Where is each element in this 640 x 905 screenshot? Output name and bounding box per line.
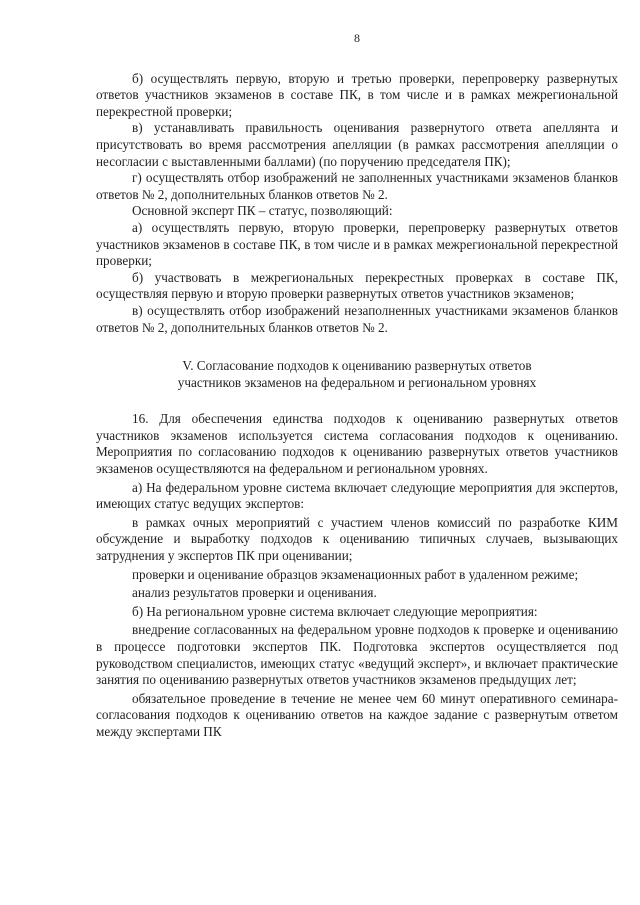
section-heading-line: участников экзаменов на федеральном и региональном уровнях <box>177 374 537 390</box>
paragraph: внедрение согласованных на федеральном уровне подходов к проверке и оцениванию в процессе подготовки экспертов ПК. Подготовка экспертов осуществляется под руководством специалистов, имеющих статус «ведущий эксперт», и включает практические занятия по оцениванию развернутых ответов участников экзаменов предыдущих лет; <box>96 622 618 688</box>
section-heading <box>96 358 618 391</box>
paragraph: проверки и оценивание образцов экзаменационных работ в удаленном режиме; <box>132 566 579 582</box>
paragraph: б) участвовать в межрегиональных перекрестных проверках в составе ПК, осуществляя первую и вторую проверки развернутых ответов участников экзаменов; <box>96 269 618 302</box>
paragraph: 16. Для обеспечения единства подходов к оцениванию развернутых ответов участников экзаменов используется система согласования подходов к оцениванию. Мероприятия по согласованию подходов к оцениванию развернутых ответов участников экзаменов осуществляются на федеральном и региональном уровнях. <box>96 411 618 477</box>
paragraph: а) осуществлять первую, вторую проверки, перепроверку развернутых ответов участников экзаменов в составе ПК, в том числе и в рамках межрегиональной перекрестной проверки; <box>96 219 618 269</box>
paragraph: а) На федеральном уровне система включает следующие мероприятия для экспертов, имеющих статус ведущих экспертов: <box>96 479 618 512</box>
paragraph: обязательное проведение в течение не менее чем 60 минут оперативного семинара-согласования подходов к оцениванию ответов на каждое задание с развернутым ответом между экспертами ПК <box>96 690 618 739</box>
paragraph: в) устанавливать правильность оценивания развернутого ответа апеллянта и присутствовать во время рассмотрения апелляции (в рамках рассмотрения апелляции о несогласии с выставленными баллами) (по поручению председателя ПК); <box>96 120 618 169</box>
paragraph: в) осуществлять отбор изображений незаполненных участниками экзаменов бланков ответов № 2, дополнительных бланков ответов № 2. <box>96 302 618 335</box>
paragraph: г) осуществлять отбор изображений не заполненных участниками экзаменов бланков ответов № 2, дополнительных бланков ответов № 2. <box>96 170 618 202</box>
paragraph: анализ результатов проверки и оценивания. <box>132 585 377 601</box>
approach-coordination-block <box>96 411 618 740</box>
section-heading-line: V. Согласование подходов к оцениванию развернутых ответов <box>182 358 532 374</box>
paragraph: Основной эксперт ПК – статус, позволяющий: <box>132 203 393 219</box>
paragraph: б) На региональном уровне система включает следующие мероприятия: <box>132 603 538 619</box>
paragraph: в рамках очных мероприятий с участием членов комиссий по разработке КИМ обсуждение и выработку подходов к оцениванию типичных случаев, вызывающих затруднения у экспертов ПК при оценивании; <box>96 514 618 564</box>
expert-duties-block <box>96 71 618 337</box>
page-number: 8 <box>354 31 360 45</box>
paragraph: б) осуществлять первую, вторую и третью проверки, перепроверку развернутых ответов участников экзаменов в составе ПК, в том числе и в рамках межрегиональной перекрестной проверки; <box>96 70 618 119</box>
